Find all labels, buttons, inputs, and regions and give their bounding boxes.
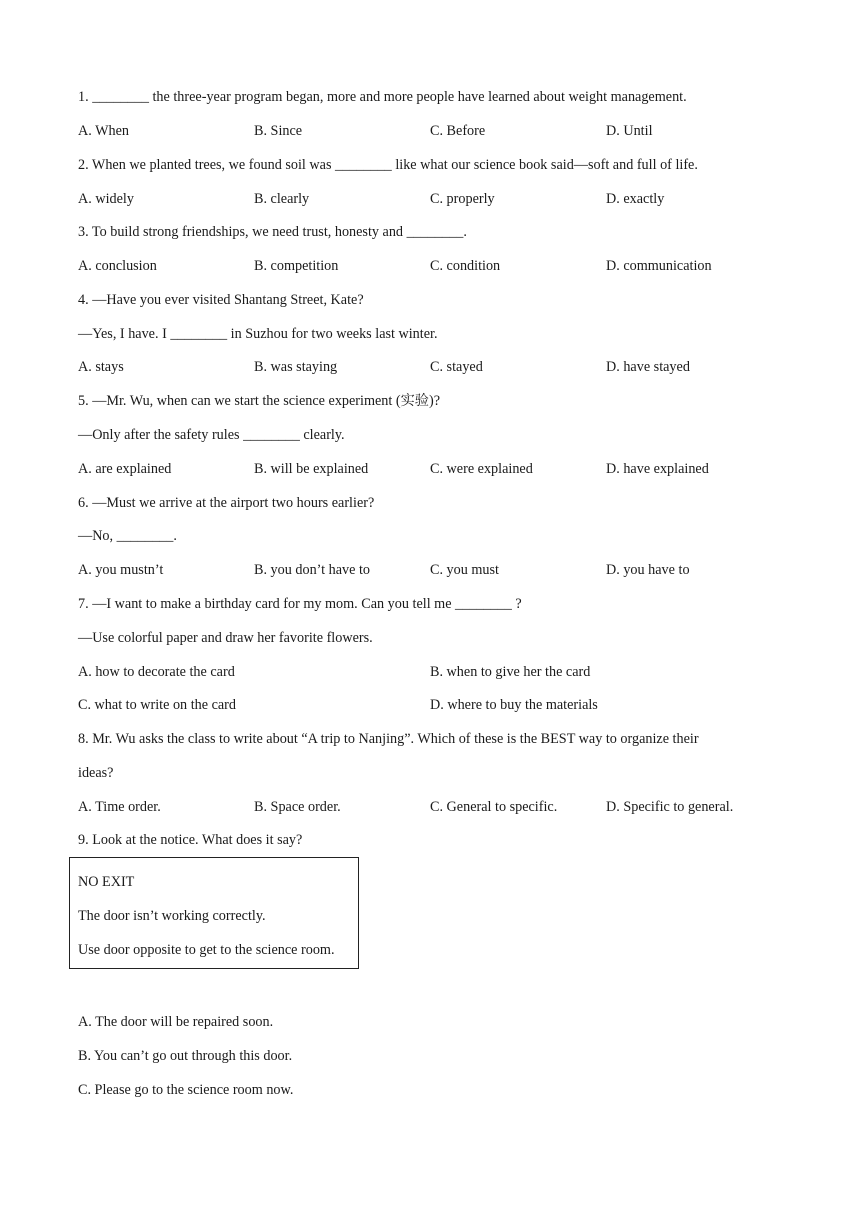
q6-option-d: D. you have to: [606, 562, 690, 578]
q5-option-a: A. are explained: [78, 461, 172, 477]
q1-option-c: C. Before: [430, 123, 486, 139]
question-8-stem: 8. Mr. Wu asks the class to write about “A trip to Nanjing”. Which of these is the BEST way to organize their: [78, 731, 699, 747]
q6-option-a: A. you mustn’t: [78, 562, 164, 578]
q5-option-d: D. have explained: [606, 461, 709, 477]
q5-option-b: B. will be explained: [254, 461, 369, 477]
question-6-reply: —No, ________.: [78, 528, 177, 544]
q9-option-a: A. The door will be repaired soon.: [78, 1014, 274, 1030]
q4-option-a: A. stays: [78, 359, 124, 375]
q4-option-b: B. was staying: [254, 359, 338, 375]
q8-option-c: C. General to specific.: [430, 799, 558, 815]
q7-option-d: D. where to buy the materials: [430, 697, 598, 713]
q2-option-a: A. widely: [78, 191, 134, 207]
question-4-stem: 4. —Have you ever visited Shantang Street, Kate?: [78, 292, 364, 308]
q7-option-b: B. when to give her the card: [430, 664, 591, 680]
q8-option-b: B. Space order.: [254, 799, 341, 815]
q9-option-b: B. You can’t go out through this door.: [78, 1048, 293, 1064]
question-5-stem: 5. —Mr. Wu, when can we start the science experiment (实验)?: [78, 393, 441, 409]
q6-option-c: C. you must: [430, 562, 499, 578]
q3-option-c: C. condition: [430, 258, 501, 274]
q7-option-a: A. how to decorate the card: [78, 664, 235, 680]
question-7-stem: 7. —I want to make a birthday card for my mom. Can you tell me ________ ?: [78, 596, 522, 612]
question-3-stem: 3. To build strong friendships, we need trust, honesty and ________.: [78, 224, 467, 240]
q2-option-d: D. exactly: [606, 191, 665, 207]
notice-title: NO EXIT: [78, 874, 135, 890]
question-1-stem: 1. ________ the three-year program began, more and more people have learned about weight management.: [78, 89, 687, 105]
q8-option-a: A. Time order.: [78, 799, 161, 815]
q6-option-b: B. you don’t have to: [254, 562, 370, 578]
q4-option-d: D. have stayed: [606, 359, 690, 375]
q1-option-a: A. When: [78, 123, 129, 139]
question-6-stem: 6. —Must we arrive at the airport two hours earlier?: [78, 495, 375, 511]
question-4-reply: —Yes, I have. I ________ in Suzhou for two weeks last winter.: [78, 326, 438, 342]
question-8-stem-continued: ideas?: [78, 765, 114, 781]
q3-option-a: A. conclusion: [78, 258, 157, 274]
question-5-reply: —Only after the safety rules ________ clearly.: [78, 427, 345, 443]
question-2-stem: 2. When we planted trees, we found soil was ________ like what our science book said—soft and full of life.: [78, 157, 698, 173]
q3-option-d: D. communication: [606, 258, 712, 274]
q2-option-b: B. clearly: [254, 191, 310, 207]
q5-option-c: C. were explained: [430, 461, 533, 477]
notice-line-2: Use door opposite to get to the science room.: [78, 942, 335, 958]
q3-option-b: B. competition: [254, 258, 339, 274]
question-7-reply: —Use colorful paper and draw her favorite flowers.: [78, 630, 373, 646]
question-9-stem: 9. Look at the notice. What does it say?: [78, 832, 303, 848]
q9-option-c: C. Please go to the science room now.: [78, 1082, 294, 1098]
notice-box: [69, 857, 359, 969]
q1-option-b: B. Since: [254, 123, 303, 139]
q2-option-c: C. properly: [430, 191, 495, 207]
q7-option-c: C. what to write on the card: [78, 697, 236, 713]
q8-option-d: D. Specific to general.: [606, 799, 734, 815]
q4-option-c: C. stayed: [430, 359, 483, 375]
q1-option-d: D. Until: [606, 123, 653, 139]
notice-line-1: The door isn’t working correctly.: [78, 908, 266, 924]
